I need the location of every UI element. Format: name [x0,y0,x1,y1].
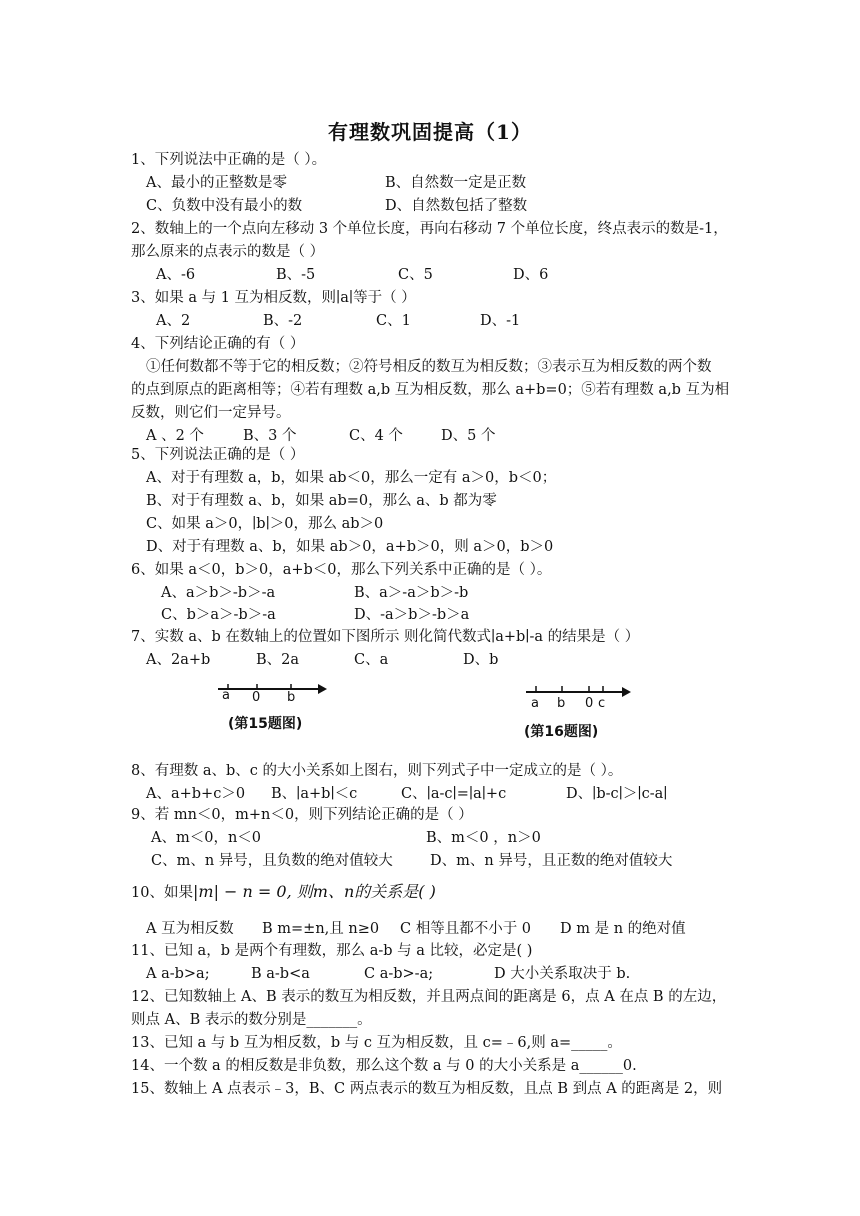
q10-formula: |m| − n = 0, 则m、n的关系是( ) [193,882,436,901]
q8-option-b: B、∣a+b∣＜c [271,786,358,802]
q3-option-d: D、-1 [480,313,521,329]
q4-option-d: D、5 个 [441,428,496,444]
q13-line1: 13、已知 a 与 b 互为相反数，b 与 c 互为相反数，且 c=﹣6,则 a=_____。 [131,1035,622,1051]
q2-option-b: B、-5 [276,267,316,283]
q8-option-a: A、a+b+c＞0 [146,786,246,802]
q7-option-d: D、b [463,652,499,668]
q12-line2: 则点 A、B 表示的数分别是_______。 [131,1012,372,1028]
q9-option-b: B、m＜0 ，n＞0 [426,830,541,846]
axis-arrow [622,687,631,697]
q9-stem: 9、若 mn＜0，m+n＜0，则下列结论正确的是（ ） [131,807,473,823]
q5-stem: 5、下列说法正确的是（ ） [131,447,305,463]
q9-option-c: C、m、n 异号，且负数的绝对值较大 [151,853,393,869]
q10-stem-prefix: 10、如果 [131,885,193,901]
q6-option-a: A、a＞b＞-b＞-a [161,585,276,601]
axis-arrow [318,684,327,694]
q4-option-b: B、3 个 [243,428,297,444]
q11-option-b: B a-b<a [251,966,310,982]
q7-option-c: C、a [354,652,389,668]
q9-option-a: A、m＜0，n＜0 [151,830,262,846]
q7-stem: 7、实数 a、b 在数轴上的位置如下图所示 则化简代数式∣a+b∣-a 的结果是（ ） [131,629,640,645]
fig16-label-0: 0 [585,696,594,711]
q3-option-a: A、2 [156,313,191,329]
q11-option-c: C a-b>-a; [364,966,434,982]
fig16-label-c: c [598,696,606,711]
fig16-caption: (第16题图) [524,724,599,740]
q10-option-b: B m=±n,且 n≥0 [262,921,380,937]
q7-option-b: B、2a [256,652,300,668]
q15-line1: 15、数轴上 A 点表示﹣3，B、C 两点表示的数互为相反数，且点 B 到点 A 的距离是 2，则 [131,1081,723,1097]
q5-option-b: B、对于有理数 a、b，如果 ab=0，那么 a、b 都为零 [146,493,497,509]
page-title: 有理数巩固提高（1） [328,120,532,144]
q8-option-d: D、∣b-c∣＞∣c-a∣ [566,786,668,802]
q1-option-b: B、自然数一定是正数 [385,175,527,191]
q4-statement-line3: 反数，则它们一定异号。 [131,405,291,421]
q11-stem: 11、已知 a，b 是两个有理数，那么 a-b 与 a 比较，必定是( ) [131,943,533,959]
q6-option-d: D、-a＞b＞-b＞a [354,607,470,623]
q11-option-a: A a-b>a; [146,966,210,982]
q5-option-c: C、如果 a＞0，∣b∣＞0，那么 ab＞0 [146,516,384,532]
q10-option-d: D m 是 n 的绝对值 [560,921,686,937]
q3-stem: 3、如果 a 与 1 互为相反数，则∣a∣等于（ ） [131,290,416,306]
q5-option-a: A、对于有理数 a，b，如果 ab＜0，那么一定有 a＞0，b＜0； [146,470,557,486]
q10-option-a: A 互为相反数 [146,921,234,937]
q2-option-d: D、6 [513,267,549,283]
q5-option-d: D、对于有理数 a、b，如果 ab＞0，a+b＞0，则 a＞0，b＞0 [146,539,554,555]
fig15-label-0: 0 [252,690,261,705]
q1-stem: 1、下列说法中正确的是（ ）。 [131,152,327,168]
q8-stem: 8、有理数 a、b、c 的大小关系如上图右，则下列式子中一定成立的是（ ）。 [131,763,623,779]
fig16-label-a: a [531,696,539,711]
q2-option-a: A、-6 [156,267,196,283]
q4-stem: 4、下列结论正确的有（ ） [131,336,305,352]
number-line-fig15 [214,680,330,702]
q11-option-d: D 大小关系取决于 b. [494,966,631,982]
q3-option-b: B、-2 [263,313,303,329]
q6-option-c: C、b＞a＞-b＞-a [161,607,276,623]
q2-stem: 2、数轴上的一个点向左移动 3 个单位长度，再向右移动 7 个单位长度，终点表示的数是-1， [131,221,728,237]
fig15-label-b: b [287,690,296,705]
q2-option-c: C、5 [398,267,433,283]
q2-stem-cont: 那么原来的点表示的数是（ ） [131,244,325,260]
q1-option-d: D、自然数包括了整数 [385,198,528,214]
q6-option-b: B、a＞-a＞b＞-b [354,585,469,601]
fig15-caption: (第15题图) [228,716,303,732]
q4-statement-line1: ①任何数都不等于它的相反数；②符号相反的数互为相反数；③表示互为相反数的两个数 [146,359,712,375]
q14-line1: 14、一个数 a 的相反数是非负数，那么这个数 a 与 0 的大小关系是 a______0. [131,1058,637,1074]
q12-line1: 12、已知数轴上 A、B 表示的数互为相反数，并且两点间的距离是 6，点 A 在点 B 的左边， [131,989,727,1005]
q6-stem: 6、如果 a＜0，b＞0，a+b＜0，那么下列关系中正确的是（ ）。 [131,562,552,578]
q1-option-a: A、最小的正整数是零 [146,175,287,191]
q9-option-d: D、m、n 异号，且正数的绝对值较大 [430,853,673,869]
q10-option-c: C 相等且都不小于 0 [400,921,532,937]
q7-option-a: A、2a+b [146,652,211,668]
q1-option-c: C、负数中没有最小的数 [146,198,303,214]
q4-option-c: C、4 个 [349,428,403,444]
q4-option-a: A 、2 个 [146,428,204,444]
q8-option-c: C、∣a-c∣=∣a∣+c [401,786,507,802]
q4-statement-line2: 的点到原点的距离相等；④若有理数 a,b 互为相反数，那么 a+b=0；⑤若有理数 a,b 互为相 [131,382,730,398]
fig16-label-b: b [557,696,566,711]
fig15-label-a: a [222,688,230,703]
q3-option-c: C、1 [376,313,411,329]
